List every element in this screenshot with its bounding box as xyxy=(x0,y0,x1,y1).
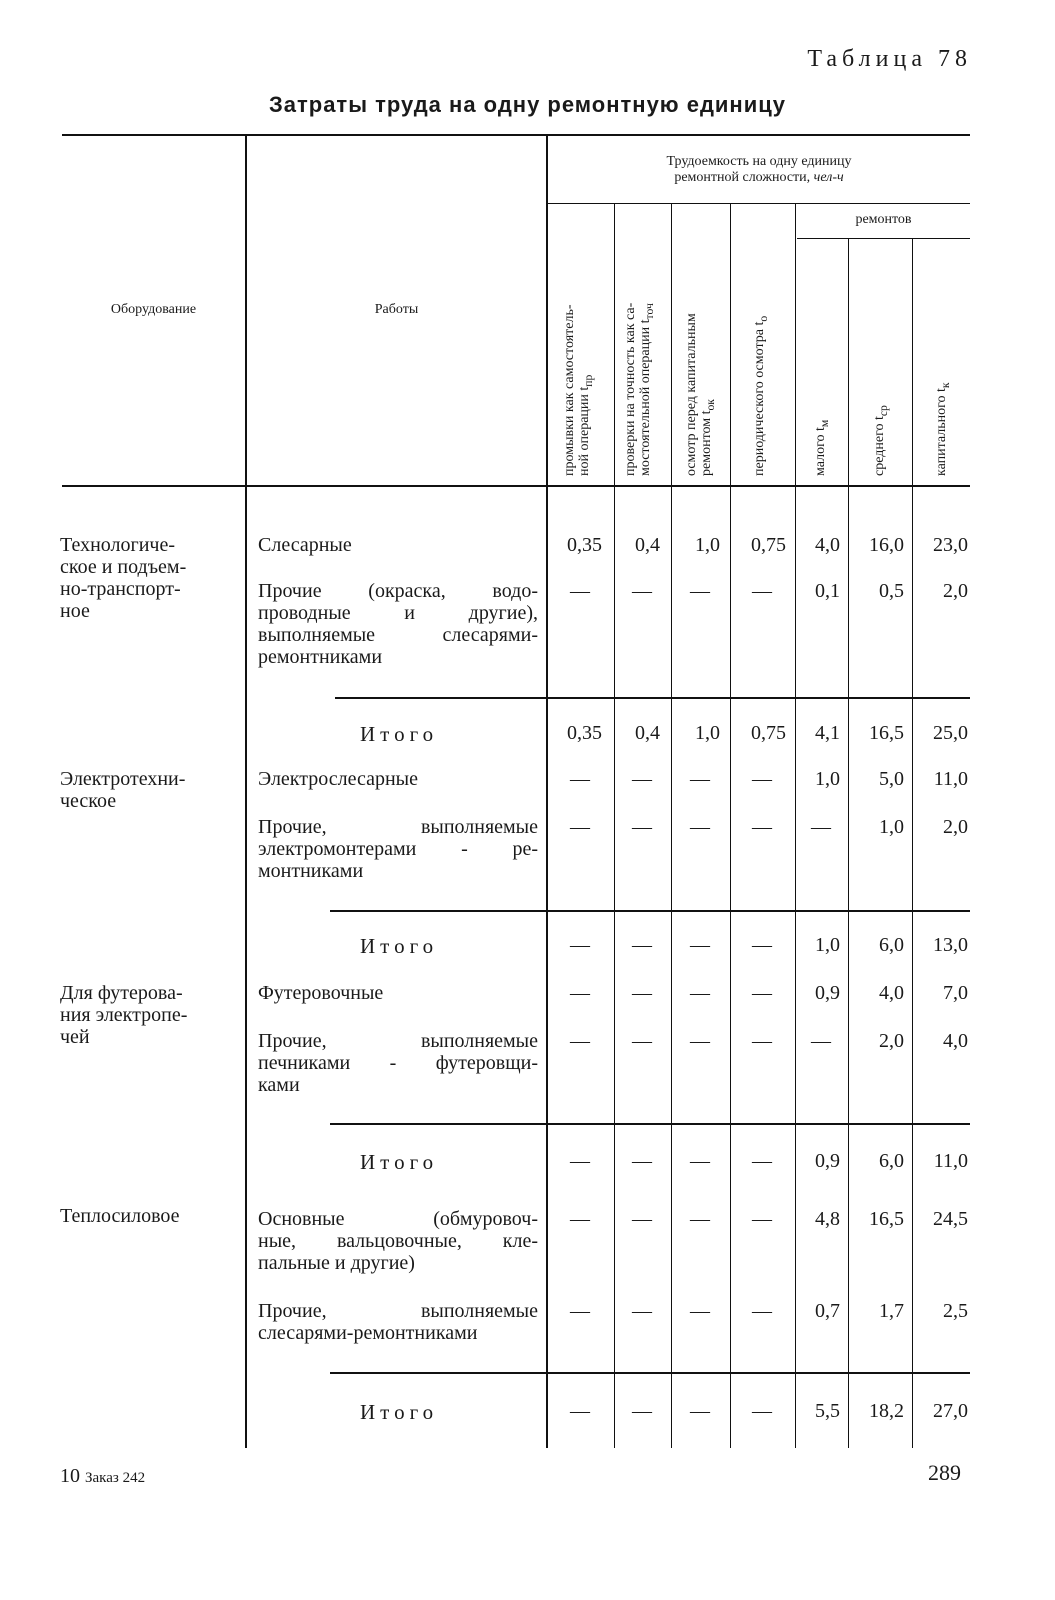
row-2-1-dash-4: — xyxy=(752,768,772,790)
col-divider-5 xyxy=(848,239,849,1448)
total-1-value-7: 25,0 xyxy=(933,722,968,744)
header-labor-line1: Трудоемкость на одну единицу xyxy=(666,154,852,169)
header-col3-line2-text: ремонтом t xyxy=(699,410,714,476)
row-4-1-dash-3: — xyxy=(690,1208,710,1230)
row-3-1-dash-3: — xyxy=(690,982,710,1004)
row-1-1-value-3: 1,0 xyxy=(695,534,720,556)
equipment-name-2 xyxy=(60,768,238,812)
col-divider-1 xyxy=(614,204,615,1448)
row-2-2-dash-4: — xyxy=(752,816,772,838)
header-col-capital xyxy=(934,382,953,476)
work-name xyxy=(258,816,538,882)
work-name xyxy=(258,580,538,668)
header-col3-sub: ок xyxy=(703,399,717,411)
row-3-2-dash-5: — xyxy=(811,1030,831,1052)
total-3-value-5: 0,9 xyxy=(815,1150,840,1172)
row-3-2-value-6: 2,0 xyxy=(879,1030,904,1052)
work-line: выполняемые слесарями- xyxy=(258,624,538,646)
total-2-dash-1: — xyxy=(570,934,590,956)
header-col2-line1: проверки на точность как са- xyxy=(623,302,638,476)
work-line: Основные (обмуровоч- xyxy=(258,1208,538,1230)
equipment-name-4 xyxy=(60,1205,238,1227)
total-1-value-2: 0,4 xyxy=(635,722,660,744)
header-bottom-rule xyxy=(62,485,970,487)
work-line: Прочие (окраска, водо- xyxy=(258,580,538,602)
header-col-flushing xyxy=(562,305,596,477)
header-col6-line1 xyxy=(872,405,891,476)
col-divider-6 xyxy=(912,239,913,1448)
group-rule-1 xyxy=(335,697,970,699)
row-4-1-dash-4: — xyxy=(752,1208,772,1230)
header-labor-group xyxy=(548,154,970,186)
header-col5-line1 xyxy=(813,420,832,476)
row-3-1-value-6: 4,0 xyxy=(879,982,904,1004)
work-name xyxy=(258,1208,538,1274)
row-4-2-value-5: 0,7 xyxy=(815,1300,840,1322)
header-subrule xyxy=(548,203,970,204)
header-col5-sub: м xyxy=(817,419,831,428)
total-label: Итого xyxy=(360,1400,439,1424)
row-1-2-value-5: 0,1 xyxy=(815,580,840,602)
total-4-value-5: 5,5 xyxy=(815,1400,840,1422)
row-2-1-dash-1: — xyxy=(570,768,590,790)
equipment-line: ское и подъем- xyxy=(60,556,187,578)
row-3-2-dash-1: — xyxy=(570,1030,590,1052)
total-2-value-7: 13,0 xyxy=(933,934,968,956)
work-line: электромонтерами - ре- xyxy=(258,838,538,860)
total-3-dash-1: — xyxy=(570,1150,590,1172)
row-2-2-dash-2: — xyxy=(632,816,652,838)
row-1-2-dash-1: — xyxy=(570,580,590,602)
row-3-2-dash-4: — xyxy=(752,1030,772,1052)
total-4-value-7: 27,0 xyxy=(933,1400,968,1422)
header-col1-line2 xyxy=(577,305,596,477)
header-col7-text: капитального t xyxy=(934,388,949,476)
col-divider-equipment xyxy=(245,136,247,1448)
row-4-1-value-6: 16,5 xyxy=(869,1208,904,1230)
total-4-dash-2: — xyxy=(632,1400,652,1422)
group-rule-2 xyxy=(330,910,970,912)
header-col7-line1 xyxy=(934,382,953,476)
header-col-accuracy xyxy=(623,303,657,476)
row-4-1-value-7: 24,5 xyxy=(933,1208,968,1230)
header-labor-line2 xyxy=(548,170,970,186)
row-4-1-dash-1: — xyxy=(570,1208,590,1230)
equipment-line: чей xyxy=(60,1026,90,1048)
header-col-small xyxy=(813,420,832,476)
work-line: ками xyxy=(258,1074,300,1096)
work-line: проводные и другие), xyxy=(258,602,538,624)
row-3-2-value-7: 4,0 xyxy=(943,1030,968,1052)
col-divider-2 xyxy=(671,204,672,1448)
header-labor-line2-text: ремонтной сложности, xyxy=(674,170,811,185)
page-number: 289 xyxy=(928,1460,961,1485)
work-line: Электрослесарные xyxy=(258,768,418,790)
work-name xyxy=(258,768,538,790)
header-col6-text: среднего t xyxy=(872,416,887,476)
row-1-2-value-6: 0,5 xyxy=(879,580,904,602)
work-line: слесарями-ремонтниками xyxy=(258,1322,478,1344)
row-2-1-dash-2: — xyxy=(632,768,652,790)
total-label: Итого xyxy=(360,1150,439,1174)
total-4-dash-1: — xyxy=(570,1400,590,1422)
row-2-2-dash-3: — xyxy=(690,816,710,838)
header-col1-sub: пр xyxy=(581,374,595,387)
row-4-2-dash-2: — xyxy=(632,1300,652,1322)
header-col1-line2-text: ной операции t xyxy=(577,386,592,476)
work-name xyxy=(258,982,538,1004)
total-2-dash-3: — xyxy=(690,934,710,956)
row-3-1-dash-1: — xyxy=(570,982,590,1004)
total-2-dash-2: — xyxy=(632,934,652,956)
equipment-line: ческое xyxy=(60,790,117,812)
total-4-dash-4: — xyxy=(752,1400,772,1422)
header-works: Работы xyxy=(374,302,419,317)
table-title: Затраты труда на одну ремонтную единицу xyxy=(268,92,787,117)
row-2-1-value-7: 11,0 xyxy=(933,768,968,790)
work-line: Прочие, выполняемые xyxy=(258,816,538,838)
header-labor-unit: чел-ч xyxy=(813,170,844,185)
total-2-value-6: 6,0 xyxy=(879,934,904,956)
row-1-1-value-1: 0,35 xyxy=(567,534,602,556)
header-col3-line1: осмотр перед капитальным xyxy=(684,313,699,476)
header-col2-line2 xyxy=(638,303,657,476)
work-name xyxy=(258,534,538,556)
row-3-1-dash-2: — xyxy=(632,982,652,1004)
row-4-2-value-7: 2,5 xyxy=(943,1300,968,1322)
header-col5-text: малого t xyxy=(813,427,828,476)
header-col2-sub: точ xyxy=(642,303,656,320)
total-3-dash-2: — xyxy=(632,1150,652,1172)
work-name xyxy=(258,1030,538,1096)
repairs-subrule xyxy=(797,238,970,239)
row-4-2-dash-4: — xyxy=(752,1300,772,1322)
row-2-1-value-6: 5,0 xyxy=(879,768,904,790)
footer-sheet-number: 10 xyxy=(60,1465,80,1487)
header-col-periodic xyxy=(752,316,771,476)
row-1-1-value-2: 0,4 xyxy=(635,534,660,556)
header-col6-sub: ср xyxy=(876,405,890,417)
equipment-line: Технологиче- xyxy=(60,534,175,556)
row-2-2-value-6: 1,0 xyxy=(879,816,904,838)
group-rule-4 xyxy=(330,1372,970,1374)
row-4-1-value-5: 4,8 xyxy=(815,1208,840,1230)
equipment-name-1 xyxy=(60,534,238,622)
work-line: монтниками xyxy=(258,860,364,882)
work-line: Футеровочные xyxy=(258,982,384,1004)
work-name xyxy=(258,1300,538,1344)
work-line: печниками - футеровщи- xyxy=(258,1052,538,1074)
row-1-2-dash-2: — xyxy=(632,580,652,602)
work-line: Слесарные xyxy=(258,534,352,556)
total-1-value-5: 4,1 xyxy=(815,722,840,744)
row-3-2-dash-3: — xyxy=(690,1030,710,1052)
row-1-1-value-6: 16,0 xyxy=(869,534,904,556)
total-4-value-6: 18,2 xyxy=(869,1400,904,1422)
header-col4-sub: о xyxy=(756,315,770,322)
row-1-1-value-7: 23,0 xyxy=(933,534,968,556)
row-1-2-dash-3: — xyxy=(690,580,710,602)
header-col3-line2 xyxy=(699,313,718,476)
row-3-2-dash-2: — xyxy=(632,1030,652,1052)
row-3-1-value-5: 0,9 xyxy=(815,982,840,1004)
row-3-1-dash-4: — xyxy=(752,982,772,1004)
footer-order xyxy=(60,1465,145,1488)
footer-order-text: Заказ 242 xyxy=(85,1470,146,1486)
equipment-name-3 xyxy=(60,982,238,1048)
equipment-line: но-транспорт- xyxy=(60,578,181,600)
row-4-2-dash-1: — xyxy=(570,1300,590,1322)
work-line: пальные и другие) xyxy=(258,1252,415,1274)
table-top-rule xyxy=(62,134,970,136)
header-col1-line1: промывки как самостоятель- xyxy=(562,304,577,476)
work-line: ремонтниками xyxy=(258,646,383,668)
total-1-value-1: 0,35 xyxy=(567,722,602,744)
row-1-1-value-4: 0,75 xyxy=(751,534,786,556)
row-1-2-dash-4: — xyxy=(752,580,772,602)
equipment-line: Теплосиловое xyxy=(60,1205,180,1227)
equipment-line: ное xyxy=(60,600,90,622)
row-4-1-dash-2: — xyxy=(632,1208,652,1230)
row-2-1-value-5: 1,0 xyxy=(815,768,840,790)
group-rule-3 xyxy=(330,1123,970,1125)
total-2-dash-4: — xyxy=(752,934,772,956)
header-col-inspection-before xyxy=(684,313,718,476)
total-label: Итого xyxy=(360,934,439,958)
total-3-dash-4: — xyxy=(752,1150,772,1172)
row-3-1-value-7: 7,0 xyxy=(943,982,968,1004)
total-3-dash-3: — xyxy=(690,1150,710,1172)
row-2-1-dash-3: — xyxy=(690,768,710,790)
header-repairs: ремонтов xyxy=(855,212,912,227)
row-2-2-dash-5: — xyxy=(811,816,831,838)
row-1-2-value-7: 2,0 xyxy=(943,580,968,602)
header-col2-line2-text: мостоятельной операции t xyxy=(638,319,653,476)
equipment-line: Для футерова- xyxy=(60,982,183,1004)
work-line: Прочие, выполняемые xyxy=(258,1300,538,1322)
total-1-value-3: 1,0 xyxy=(695,722,720,744)
row-2-2-dash-1: — xyxy=(570,816,590,838)
col-divider-works xyxy=(546,136,548,1448)
table-label: Таблица 78 xyxy=(807,46,972,72)
total-1-value-4: 0,75 xyxy=(751,722,786,744)
total-2-value-5: 1,0 xyxy=(815,934,840,956)
header-col4-line1 xyxy=(752,316,771,476)
work-line: Прочие, выполняемые xyxy=(258,1030,538,1052)
row-1-1-value-5: 4,0 xyxy=(815,534,840,556)
header-col7-sub: к xyxy=(938,382,952,389)
row-4-2-dash-3: — xyxy=(690,1300,710,1322)
equipment-line: ния электропе- xyxy=(60,1004,188,1026)
work-line: ные, вальцовочные, кле- xyxy=(258,1230,538,1252)
row-2-2-value-7: 2,0 xyxy=(943,816,968,838)
total-3-value-6: 6,0 xyxy=(879,1150,904,1172)
header-col-medium xyxy=(872,405,891,476)
col-divider-3 xyxy=(730,204,731,1448)
row-4-2-value-6: 1,7 xyxy=(879,1300,904,1322)
total-label: Итого xyxy=(360,722,439,746)
equipment-line: Электротехни- xyxy=(60,768,186,790)
header-col4-text: периодического осмотра t xyxy=(752,321,767,476)
header-equipment: Оборудование xyxy=(110,302,197,317)
total-1-value-6: 16,5 xyxy=(869,722,904,744)
total-3-value-7: 11,0 xyxy=(933,1150,968,1172)
total-4-dash-3: — xyxy=(690,1400,710,1422)
